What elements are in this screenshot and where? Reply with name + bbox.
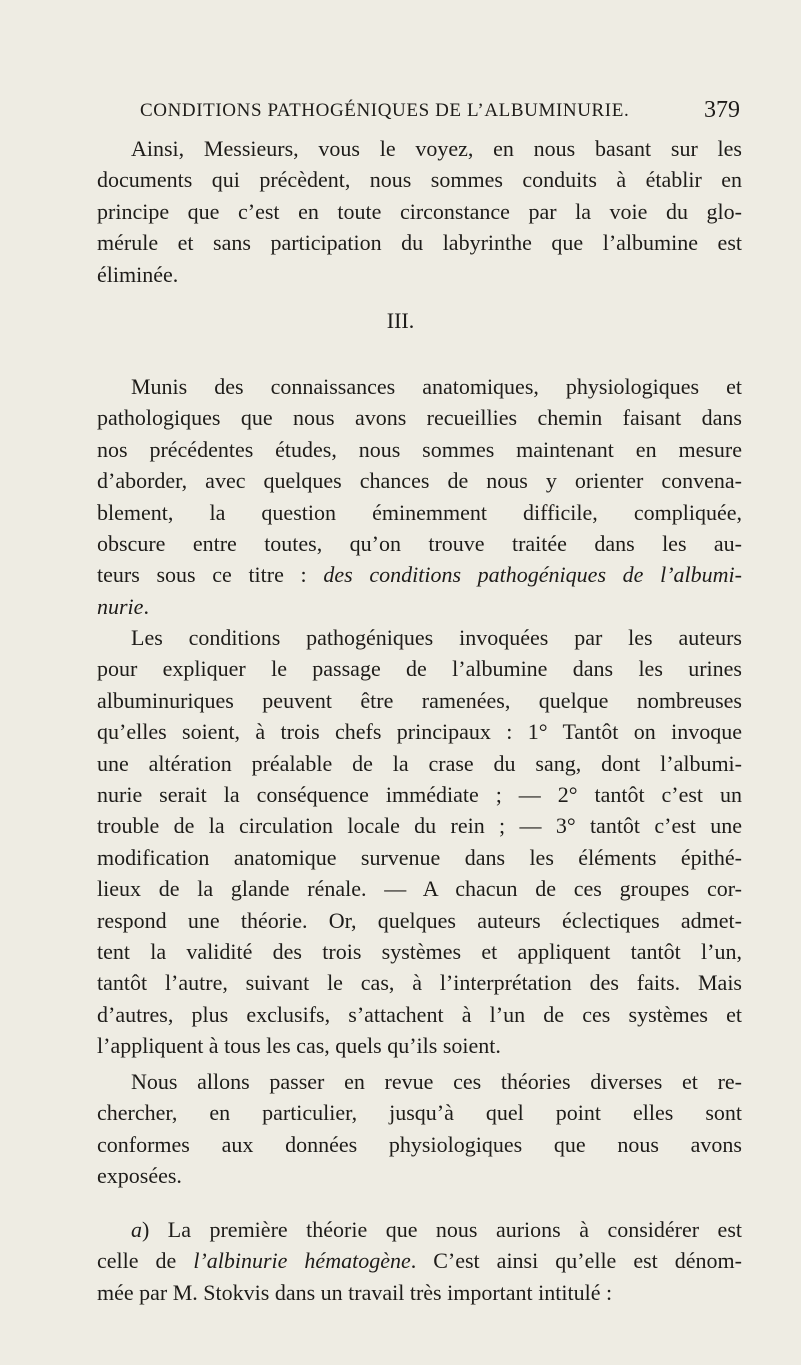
text-line: exposées. [97,1163,182,1189]
italic-letter: a [131,1217,142,1242]
italic-title: nurie [97,593,144,619]
text-line [97,1245,742,1276]
text-line: pathologiques que nous avons recueillies chemin faisant dans [97,405,742,431]
text-fragment: ) La première théorie que nous aurions à considérer est [142,1217,742,1242]
text-line: albuminuriques peuvent être ramenées, quelque nombreuses [97,687,742,713]
text-line: nurie serait la conséquence immédiate ; — 2° tantôt c’est un [97,781,742,807]
text-line: nos précédentes études, nous sommes maintenant en mesure [97,436,742,462]
paragraph-4 [97,1066,742,1192]
paragraph-2 [97,371,742,622]
text-line: documents qui précèdent, nous sommes conduits à établir en [97,167,742,193]
text-line: lieux de la glande rénale. — A chacun de ces groupes cor- [97,876,742,902]
italic-title: des conditions pathogéniques de l’albumi- [323,562,742,588]
text-line: l’appliquent à tous les cas, quels qu’ils soient. [97,1033,501,1059]
text-line: Ainsi, Messieurs, vous le voyez, en nous basant sur les [131,136,742,161]
text-line [97,559,742,590]
text-line: trouble de la circulation locale du rein ; — 3° tantôt c’est une [97,813,742,839]
text-line: principe que c’est en toute circonstance par la voie du glo- [97,198,742,224]
paragraph-5 [97,1214,742,1308]
text-line: d’aborder, avec quelques chances de nous y orienter convena- [97,468,742,494]
text-line: modification anatomique survenue dans les éléments épithé- [97,844,742,870]
text-line: respond une théorie. Or, quelques auteurs éclectiques admet- [97,907,742,933]
text-line: pour expliquer le passage de l’albumine dans les urines [97,656,742,682]
text-line: tantôt l’autre, suivant le cas, à l’interprétation des faits. Mais [97,970,742,996]
text-line: une altération préalable de la crase du sang, dont l’albumi- [97,750,742,776]
text-line: éliminée. [97,261,179,287]
running-title: CONDITIONS PATHOGÉNIQUES DE L’ALBUMINURIE. [140,100,630,121]
text-line: Les conditions pathogéniques invoquées par les auteurs [131,625,742,650]
text-line: tent la validité des trois systèmes et appliquent tantôt l’un, [97,938,742,964]
text-line: conformes aux données physiologiques que nous avons [97,1131,742,1157]
text-fragment: teurs sous ce titre : [97,562,324,588]
text-line: Nous allons passer en revue ces théories diverses et re- [131,1069,742,1094]
section-heading: III. [386,308,415,333]
text-line: qu’elles soient, à trois chefs principaux : 1° Tantôt on invoque [97,719,742,745]
text-line [97,1214,742,1245]
text-line: obscure entre toutes, qu’on trouve traitée dans les au- [97,530,742,556]
text-line: mée par M. Stokvis dans un travail très important intitulé : [97,1279,613,1305]
text-line: blement, la question éminemment difficile, compliquée, [97,499,742,525]
text-line: Munis des connaissances anatomiques, physiologiques et [131,374,742,399]
text-line: chercher, en particulier, jusqu’à quel point elles sont [97,1100,742,1126]
page-number: 379 [704,97,740,123]
italic-term: l’albinurie hématogène [193,1248,411,1274]
text-line: d’autres, plus exclusifs, s’attachent à l’un de ces systèmes et [97,1001,742,1027]
paragraph-3 [97,622,742,1061]
text-fragment: . [143,593,149,619]
paragraph-1 [97,133,742,290]
text-line [97,591,742,622]
text-fragment: celle de [97,1248,194,1274]
text-line: mérule et sans participation du labyrinthe que l’albumine est [97,230,742,256]
text-fragment: . C’est ainsi qu’elle est dénom- [410,1248,742,1274]
